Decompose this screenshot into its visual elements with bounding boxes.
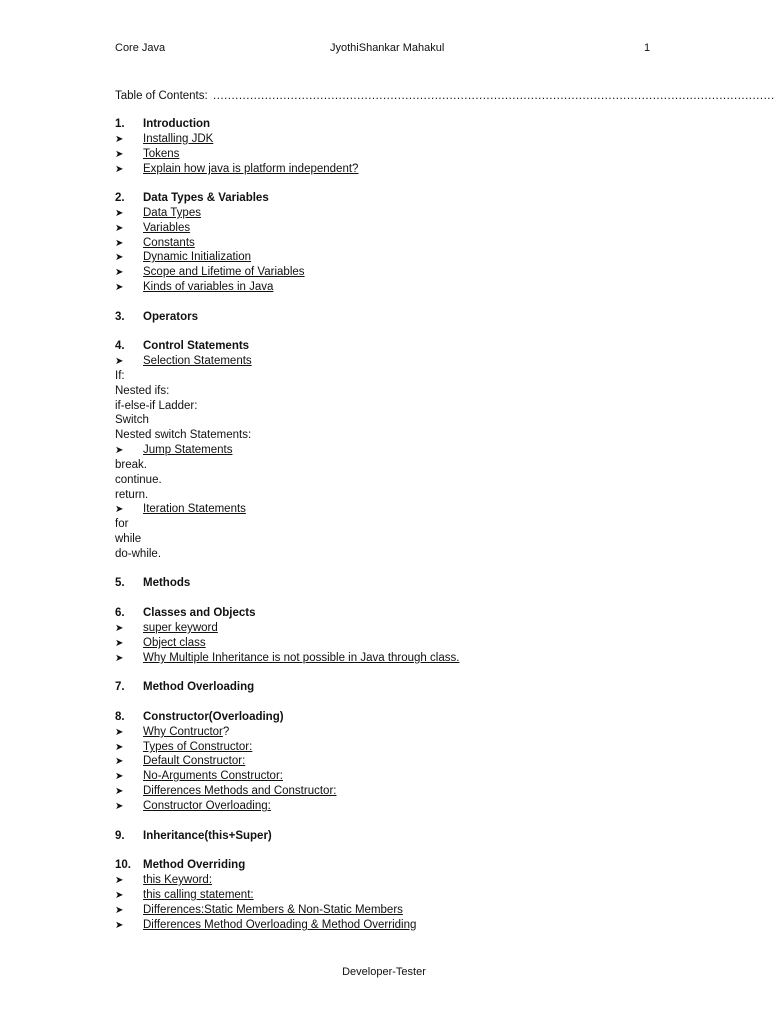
toc-bullet-item <box>115 636 206 651</box>
toc-link[interactable]: this calling statement: <box>143 889 254 901</box>
section-title: Inheritance(this+Super) <box>143 830 272 842</box>
toc-link[interactable]: Constructor Overloading: <box>143 800 271 812</box>
toc-bullet-item <box>115 236 195 251</box>
toc-bullet-item <box>115 621 218 636</box>
section-title: Control Statements <box>143 340 250 352</box>
toc-link[interactable]: Constants <box>143 237 195 249</box>
toc-bullet-item <box>115 903 403 918</box>
toc-leader-dots: ........................................................................................................................................................ <box>213 90 775 102</box>
arrow-bullet-icon: ➤ <box>115 164 124 175</box>
toc-link[interactable]: Iteration Statements <box>143 503 246 515</box>
toc-subitem: break. <box>115 459 147 471</box>
toc-bullet-item <box>115 799 271 814</box>
arrow-bullet-icon: ➤ <box>115 282 124 293</box>
toc-bullet-item <box>115 354 252 369</box>
toc-link[interactable]: No-Arguments Constructor: <box>143 770 283 782</box>
toc-link[interactable]: Scope and Lifetime of Variables <box>143 266 305 278</box>
section-number: 9. <box>115 830 125 842</box>
toc-link[interactable]: this Keyword: <box>143 874 213 886</box>
section-number: 7. <box>115 681 125 693</box>
arrow-bullet-icon: ➤ <box>115 771 124 782</box>
toc-bullet-item <box>115 918 416 933</box>
toc-bullet-item <box>115 206 201 221</box>
toc-subitem: continue. <box>115 474 162 486</box>
section-number: 5. <box>115 577 125 589</box>
toc-link[interactable]: Installing JDK <box>143 133 214 145</box>
arrow-bullet-icon: ➤ <box>115 801 124 812</box>
section-number: 4. <box>115 340 125 352</box>
toc-link[interactable]: Why Multiple Inheritance is not possible in Java through class. <box>143 652 460 664</box>
toc-subitem: Switch <box>115 414 149 426</box>
arrow-bullet-icon: ➤ <box>115 920 124 931</box>
section-number: 2. <box>115 192 125 204</box>
arrow-bullet-icon: ➤ <box>115 149 124 160</box>
toc-link[interactable]: Differences Methods and Constructor: <box>143 785 337 797</box>
section-number: 6. <box>115 607 125 619</box>
toc-link[interactable]: Types of Constructor: <box>143 741 253 753</box>
toc-link[interactable]: Differences Method Overloading & Method Overriding <box>143 919 417 931</box>
section-heading <box>115 191 269 206</box>
section-heading <box>115 606 256 621</box>
header-left: Core Java <box>115 42 166 54</box>
arrow-bullet-icon: ➤ <box>115 756 124 767</box>
toc-link[interactable]: Kinds of variables in Java <box>143 281 274 293</box>
section-title: Data Types & Variables <box>143 192 269 204</box>
arrow-bullet-icon: ➤ <box>115 638 124 649</box>
section-title: Method Overloading <box>143 681 255 693</box>
arrow-bullet-icon: ➤ <box>115 786 124 797</box>
toc-subitem: Nested switch Statements: <box>115 429 252 441</box>
section-title: Constructor(Overloading) <box>143 711 284 723</box>
section-heading <box>115 829 272 844</box>
page-number: 1 <box>644 42 651 54</box>
section-heading <box>115 576 190 591</box>
section-number: 10. <box>115 859 131 871</box>
toc-bullet-item <box>115 651 459 666</box>
toc-link[interactable]: Selection Statements <box>143 355 252 367</box>
section-title: Method Overriding <box>143 859 246 871</box>
section-heading <box>115 310 198 325</box>
toc-bullet-item <box>115 443 232 458</box>
toc-bullet-item <box>115 754 245 769</box>
arrow-bullet-icon: ➤ <box>115 905 124 916</box>
toc-bullet-item <box>115 221 190 236</box>
section-title: Introduction <box>143 118 211 130</box>
arrow-bullet-icon: ➤ <box>115 252 124 263</box>
arrow-bullet-icon: ➤ <box>115 238 124 249</box>
section-number: 3. <box>115 311 125 323</box>
section-heading <box>115 858 245 873</box>
footer: Developer-Tester <box>342 966 426 978</box>
arrow-bullet-icon: ➤ <box>115 875 124 886</box>
arrow-bullet-icon: ➤ <box>115 742 124 753</box>
toc-link-suffix: ? <box>222 726 230 738</box>
toc-link[interactable]: Dynamic Initialization <box>143 251 252 263</box>
toc-subitem: If: <box>115 370 125 382</box>
section-heading <box>115 680 254 695</box>
arrow-bullet-icon: ➤ <box>115 653 124 664</box>
toc-bullet-item <box>115 250 251 265</box>
toc-subitem: if-else-if Ladder: <box>115 400 198 412</box>
toc-bullet-item <box>115 265 305 280</box>
toc-bullet-item <box>115 147 179 162</box>
arrow-bullet-icon: ➤ <box>115 134 124 145</box>
toc-link[interactable]: super keyword <box>143 622 218 634</box>
toc-link[interactable]: Variables <box>143 222 191 234</box>
section-heading <box>115 710 284 725</box>
section-number: 1. <box>115 118 125 130</box>
toc-subitem: while <box>115 533 142 545</box>
section-number: 8. <box>115 711 125 723</box>
header-author: JyothiShankar Mahakul <box>330 42 445 54</box>
arrow-bullet-icon: ➤ <box>115 504 124 515</box>
toc-bullet-item <box>115 769 283 784</box>
arrow-bullet-icon: ➤ <box>115 445 124 456</box>
arrow-bullet-icon: ➤ <box>115 890 124 901</box>
toc-bullet-item <box>115 784 336 799</box>
toc-subitem: return. <box>115 489 149 501</box>
toc-subitem: Nested ifs: <box>115 385 170 397</box>
toc-link[interactable]: Data Types <box>143 207 201 219</box>
toc-link[interactable]: Jump Statements <box>143 444 233 456</box>
section-heading <box>115 339 249 354</box>
section-title: Classes and Objects <box>143 607 256 619</box>
toc-bullet-item <box>115 162 358 177</box>
section-title: Methods <box>143 577 191 589</box>
arrow-bullet-icon: ➤ <box>115 356 124 367</box>
arrow-bullet-icon: ➤ <box>115 623 124 634</box>
toc-link[interactable]: Tokens <box>143 148 180 160</box>
arrow-bullet-icon: ➤ <box>115 727 124 738</box>
toc-bullet-item <box>115 502 246 517</box>
toc-link[interactable]: Object class <box>143 637 206 649</box>
arrow-bullet-icon: ➤ <box>115 208 124 219</box>
toc-link[interactable]: Default Constructor: <box>143 755 246 767</box>
arrow-bullet-icon: ➤ <box>115 223 124 234</box>
toc-subitem: do-while. <box>115 548 162 560</box>
toc-bullet-item <box>115 888 254 903</box>
toc-bullet-item <box>115 280 273 295</box>
toc-bullet-item <box>115 740 252 755</box>
toc-subitem: for <box>115 518 129 530</box>
toc-link[interactable]: Explain how java is platform independent? <box>143 163 359 175</box>
toc-link[interactable]: Why Contructor <box>143 726 223 738</box>
toc-link[interactable]: Differences:Static Members & Non-Static Members <box>143 904 403 916</box>
toc-bullet-item <box>115 873 212 888</box>
arrow-bullet-icon: ➤ <box>115 267 124 278</box>
section-heading <box>115 117 210 132</box>
toc-label: Table of Contents: <box>115 90 211 102</box>
section-title: Operators <box>143 311 198 323</box>
toc-bullet-item <box>115 132 213 147</box>
toc-bullet-item <box>115 725 229 740</box>
toc-title-line <box>115 89 775 104</box>
